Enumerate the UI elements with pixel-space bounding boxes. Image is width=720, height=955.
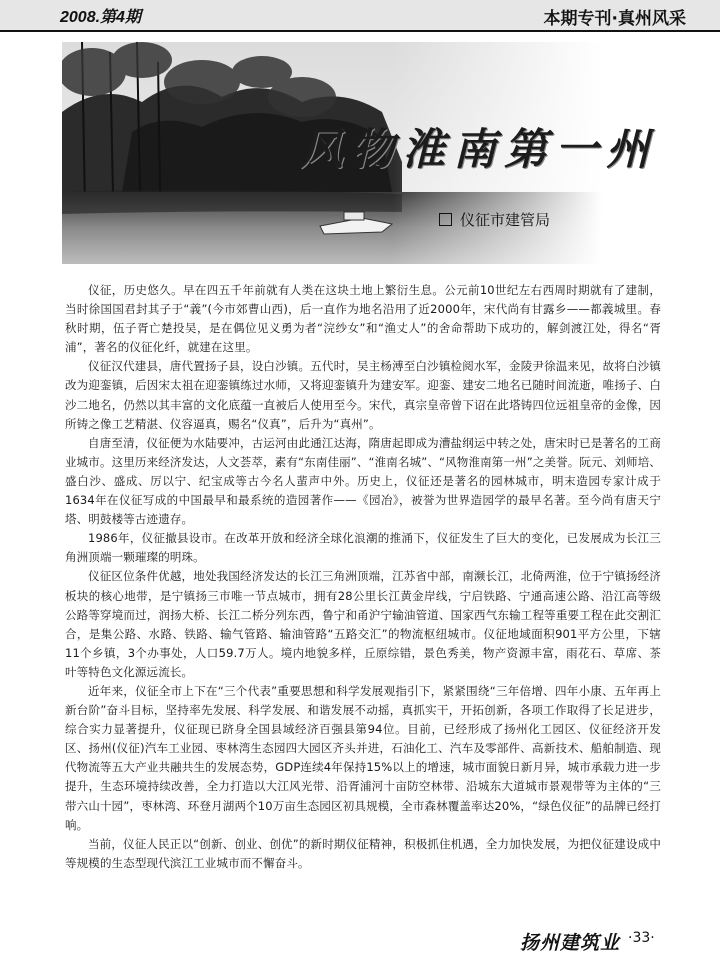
page-footer [0, 926, 720, 952]
paragraph: 仪征汉代建县，唐代置扬子县，设白沙镇。五代时，吴主杨溥至白沙镇检阅水军，金陵尹徐温来见，故将白沙镇改为迎銮镇，后因宋太祖在迎銮镇练过水师，又将迎銮镇升为建安军。迎銮、建安二地名已随时间流逝，唯扬子、白沙二地名，仍然以其丰富的文化底蕴一直被后人使用至今。宋代，真宗皇帝曾下诏在此塔铸四位远祖皇帝的金像，因所铸之像工艺精湛、仪容逼真，赐名“仪真”，后升为“真州”。 [65, 359, 661, 431]
paragraph: 近年来，仪征全市上下在“三个代表”重要思想和科学发展观指引下，紧紧围绕“三年倍增、四年小康、五年再上新台阶”奋斗目标，坚持率先发展、科学发展、和谐发展不动摇，真抓实干，开拓创新，各项工作取得了长足进步，综合实力显著提升，仪征现已跻身全国县域经济百强县第94位。目前，已经形成了扬州化工园区、仪征经济开发区、扬州(仪征)汽车工业园、枣林湾生态园四大园区齐头并进，石油化工、汽车及零部件、高新技术、船舶制造、现代物流等五大产业共融共生的发展态势，GDP连续4年保持15%以上的增速，城市面貌日新月异，城市承载力进一步提升，生态环境持续改善，全力打造以大江风光带、沿胥浦河十亩防空林带、沿城东大道城市景观带等为主体的“三带六山十园”，枣林湾、环登月湖两个10万亩生态园区初具规模，全市森林覆盖率达20%，“绿色仪征”的品牌已经打响。 [65, 683, 661, 832]
column-title: 本期专刊·真州风采 [543, 9, 686, 29]
article-body [65, 281, 661, 873]
page-number: ·33· [628, 930, 655, 946]
article-title: 风物淮南第一州 [300, 125, 657, 175]
author-line [439, 209, 550, 230]
issue-label: 2008.第4期 [60, 9, 141, 26]
square-bullet-icon [439, 213, 452, 226]
paragraph: 当前，仪征人民正以“创新、创业、创优”的新时期仪征精神，积极抓住机遇，全力加快发展，为把仪征建设成中等规模的生态型现代滨江工业城市而不懈奋斗。 [65, 836, 661, 870]
author-name: 仪征市建管局 [460, 211, 551, 229]
paragraph: 仪征，历史悠久。早在四五千年前就有人类在这块土地上繁衍生息。公元前10世纪左右西周时期就有了建制，当时徐国国君封其子于“義”(今市郊曹山西)，后一直作为地名沿用了近2000年，宋代尚有甘露乡——都義城里。春秋时期，伍子胥亡楚投吴，是在偶位见义勇为者“浣纱女”和“渔丈人”的舍命帮助下成功的，解剑渡江处，得名“胥浦”，著名的仪征化纤，就建在这里。 [65, 283, 661, 355]
paragraph: 仪征区位条件优越，地处我国经济发达的长江三角洲顶端，江苏省中部，南濒长江，北倚两淮，位于宁镇扬经济板块的核心地带，是宁镇扬三市唯一节点城市，拥有28公里长江黄金岸线，宁启铁路、宁通高速公路、沿江高等级公路等穿境而过，润扬大桥、长江二桥分列东西，鲁宁和甬沪宁输油管道、国家西气东输工程等重要工程在此交割汇合，是集公路、水路、铁路、输气管路、输油管路“五路交汇”的物流枢纽城市。仪征地域面积901平方公里，下辖11个乡镇，3个办事处，人口59.7万人。境内地貌多样，丘原综错，景色秀美，物产资源丰富，雨花石、草席、茶叶等特色文化源远流长。 [65, 569, 661, 679]
paragraph: 1986年，仪征撤县设市。在改革开放和经济全球化浪潮的推涌下，仪征发生了巨大的变化，已发展成为长江三角洲顶端一颗璀璨的明珠。 [65, 531, 661, 565]
page-header [0, 0, 720, 32]
paragraph: 自唐至清，仪征便为水陆要冲，古运河由此通江达海，隋唐起即成为漕盐纲运中转之处，唐宋时已是著名的工商业城市。这里历来经济发达，人文荟萃，素有“东南佳丽”、“淮南名城”、“风物淮南第一州”之美誉。阮元、刘师培、盛白沙、盛成、厉以宁、纪宝成等古今名人蜚声中外。历史上，仪征还是著名的园林城市，明末造园专家计成于1634年在仪征写成的中国最早和最系统的造园著作——《园冶》，被誉为世界造园学的最早名著。至今尚有唐天宁塔、明鼓楼等古迹遗存。 [65, 435, 661, 527]
magazine-logo: 扬州建筑业 [520, 932, 621, 954]
